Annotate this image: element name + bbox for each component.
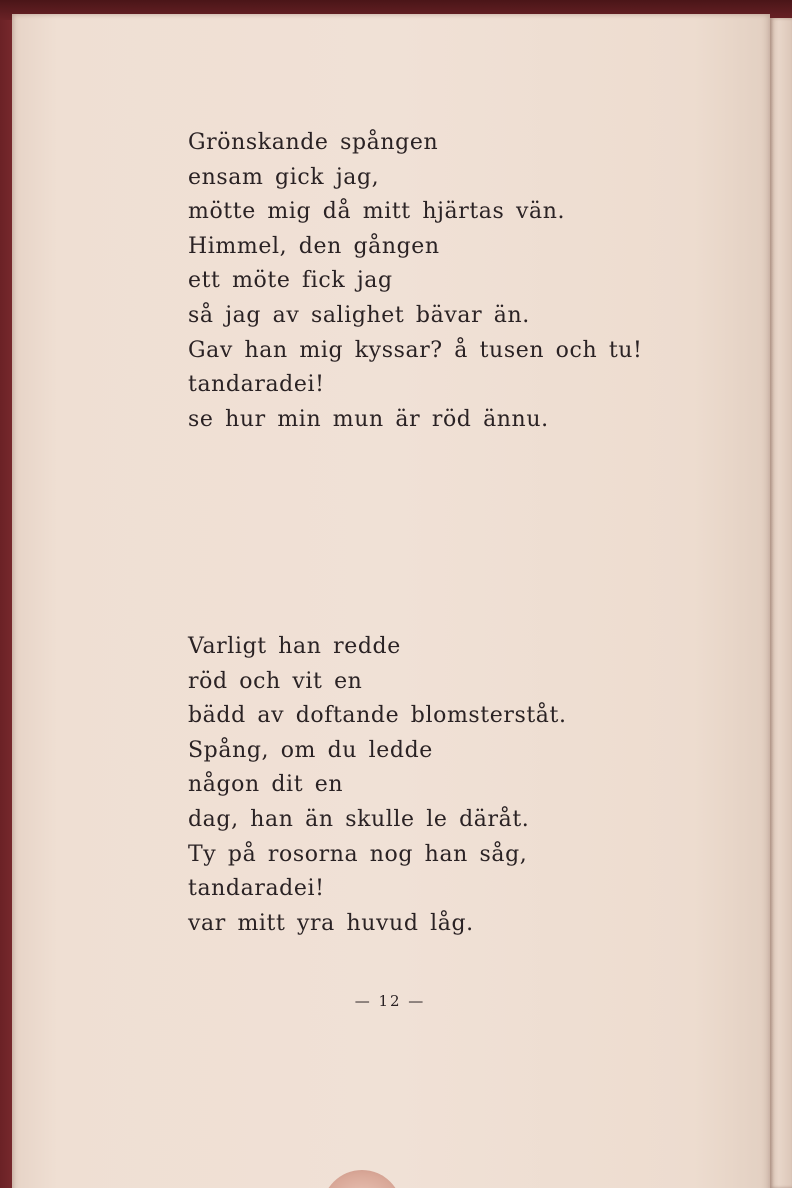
poem-line: dag, han än skulle le däråt. xyxy=(188,806,530,832)
poem-line: röd och vit en xyxy=(188,668,363,694)
poem-line: någon dit en xyxy=(188,772,344,798)
poem-line: ensam gick jag, xyxy=(188,164,380,190)
poem-stanza-2 xyxy=(188,630,567,941)
poem-line: Gav han mig kyssar? å tusen och tu! xyxy=(188,337,643,363)
poem-line: se hur min mun är röd ännu. xyxy=(188,406,549,432)
poem-line: tandaradei! xyxy=(188,876,325,902)
poem-line: Himmel, den gången xyxy=(188,233,440,259)
poem-line: tandaradei! xyxy=(188,372,325,398)
poem-line: Spång, om du ledde xyxy=(188,737,433,763)
poem-line: Ty på rosorna nog han såg, xyxy=(188,841,528,867)
page-number: — 12 — xyxy=(354,992,426,1010)
adjacent-page-edge xyxy=(770,18,792,1188)
poem-line: mötte mig då mitt hjärtas vän. xyxy=(188,199,566,225)
poem-line: så jag av salighet bävar än. xyxy=(188,302,530,328)
poem-line: bädd av doftande blomsterståt. xyxy=(188,703,567,729)
poem-stanza-1 xyxy=(188,126,642,437)
poem-line: Varligt han redde xyxy=(188,634,401,659)
poem-line: var mitt yra huvud låg. xyxy=(188,910,474,936)
poem-line: ett möte fick jag xyxy=(188,268,393,294)
poem-line: Grönskande spången xyxy=(188,130,439,155)
